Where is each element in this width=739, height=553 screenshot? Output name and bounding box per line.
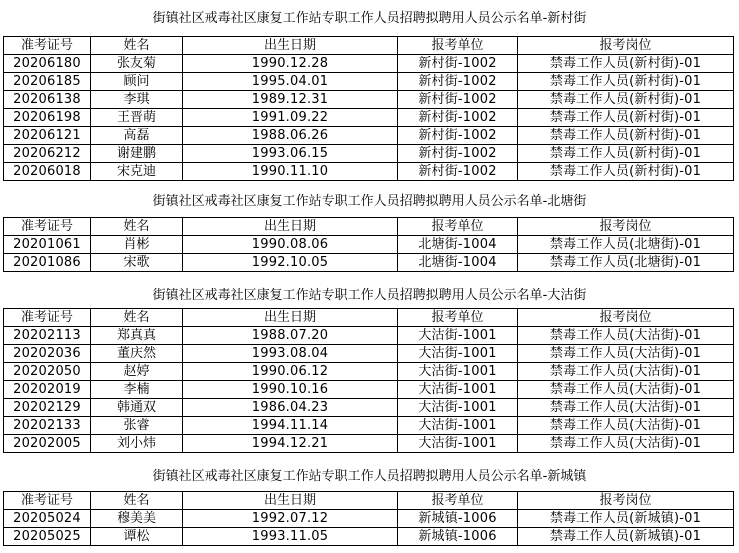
roster-table-xinchengzhen	[3, 491, 734, 546]
unit-cell: 大沽街-1001	[398, 363, 518, 381]
birth-date-cell: 1993.11.05	[183, 528, 398, 546]
birth-date-cell: 1986.04.23	[183, 399, 398, 417]
exam-id-cell: 20202036	[4, 345, 91, 363]
section-title-dagujie: 街镇社区戒毒社区康复工作站专职工作人员招聘拟聘用人员公示名单-大沽街	[152, 288, 587, 303]
position-cell: 禁毒工作人员(北塘街)-01	[518, 254, 734, 272]
position-cell: 禁毒工作人员(北塘街)-01	[518, 236, 734, 254]
table-row	[4, 254, 734, 272]
section-title-beitangjie: 街镇社区戒毒社区康复工作站专职工作人员招聘拟聘用人员公示名单-北塘街	[152, 194, 587, 209]
birth-date-cell: 1991.09.22	[183, 109, 398, 127]
exam-id-cell: 20206018	[4, 163, 91, 181]
table-header-row	[4, 309, 734, 327]
column-header: 姓名	[91, 218, 183, 236]
birth-date-cell: 1990.08.06	[183, 236, 398, 254]
roster-table-beitangjie	[3, 217, 734, 272]
column-header: 准考证号	[4, 37, 91, 55]
birth-date-cell: 1993.08.04	[183, 345, 398, 363]
birth-date-cell: 1988.06.26	[183, 127, 398, 145]
position-cell: 禁毒工作人员(新村街)-01	[518, 73, 734, 91]
table-row	[4, 127, 734, 145]
position-cell: 禁毒工作人员(大沽街)-01	[518, 345, 734, 363]
birth-date-cell: 1990.12.28	[183, 55, 398, 73]
name-cell: 宋歌	[91, 254, 183, 272]
unit-cell: 新城镇-1006	[398, 510, 518, 528]
unit-cell: 新村街-1002	[398, 91, 518, 109]
table-row	[4, 55, 734, 73]
unit-cell: 北塘街-1004	[398, 254, 518, 272]
unit-cell: 北塘街-1004	[398, 236, 518, 254]
exam-id-cell: 20206138	[4, 91, 91, 109]
table-row	[4, 145, 734, 163]
table-header-row	[4, 492, 734, 510]
column-header: 准考证号	[4, 492, 91, 510]
birth-date-cell: 1993.06.15	[183, 145, 398, 163]
unit-cell: 大沽街-1001	[398, 327, 518, 345]
exam-id-cell: 20202129	[4, 399, 91, 417]
table-row	[4, 381, 734, 399]
unit-cell: 新村街-1002	[398, 109, 518, 127]
position-cell: 禁毒工作人员(大沽街)-01	[518, 381, 734, 399]
birth-date-cell: 1994.12.21	[183, 435, 398, 453]
birth-date-cell: 1995.04.01	[183, 73, 398, 91]
exam-id-cell: 20201086	[4, 254, 91, 272]
column-header: 报考岗位	[518, 218, 734, 236]
table-row	[4, 73, 734, 91]
name-cell: 张睿	[91, 417, 183, 435]
column-header: 出生日期	[183, 492, 398, 510]
exam-id-cell: 20205025	[4, 528, 91, 546]
table-row	[4, 363, 734, 381]
exam-id-cell: 20202113	[4, 327, 91, 345]
position-cell: 禁毒工作人员(大沽街)-01	[518, 417, 734, 435]
table-row	[4, 163, 734, 181]
exam-id-cell: 20202019	[4, 381, 91, 399]
name-cell: 肖彬	[91, 236, 183, 254]
unit-cell: 大沽街-1001	[398, 417, 518, 435]
name-cell: 李楠	[91, 381, 183, 399]
exam-id-cell: 20202133	[4, 417, 91, 435]
column-header: 报考岗位	[518, 37, 734, 55]
table-row	[4, 91, 734, 109]
position-cell: 禁毒工作人员(新村街)-01	[518, 145, 734, 163]
position-cell: 禁毒工作人员(新村街)-01	[518, 55, 734, 73]
roster-table-xincunjie	[3, 36, 734, 181]
table-row	[4, 327, 734, 345]
position-cell: 禁毒工作人员(新城镇)-01	[518, 510, 734, 528]
column-header: 报考单位	[398, 218, 518, 236]
unit-cell: 新村街-1002	[398, 73, 518, 91]
name-cell: 谢建鹏	[91, 145, 183, 163]
table-row	[4, 528, 734, 546]
name-cell: 穆美美	[91, 510, 183, 528]
column-header: 姓名	[91, 309, 183, 327]
section-title-xinchengzhen: 街镇社区戒毒社区康复工作站专职工作人员招聘拟聘用人员公示名单-新城镇	[152, 469, 587, 484]
exam-id-cell: 20202005	[4, 435, 91, 453]
birth-date-cell: 1994.11.14	[183, 417, 398, 435]
name-cell: 李琪	[91, 91, 183, 109]
column-header: 姓名	[91, 492, 183, 510]
birth-date-cell: 1989.12.31	[183, 91, 398, 109]
birth-date-cell: 1990.10.16	[183, 381, 398, 399]
name-cell: 宋克迪	[91, 163, 183, 181]
table-row	[4, 236, 734, 254]
roster-table-dagujie	[3, 308, 734, 453]
table-row	[4, 417, 734, 435]
exam-id-cell: 20202050	[4, 363, 91, 381]
position-cell: 禁毒工作人员(新村街)-01	[518, 91, 734, 109]
name-cell: 董庆然	[91, 345, 183, 363]
table-row	[4, 109, 734, 127]
position-cell: 禁毒工作人员(大沽街)-01	[518, 327, 734, 345]
exam-id-cell: 20206212	[4, 145, 91, 163]
table-header-row	[4, 218, 734, 236]
table-row	[4, 399, 734, 417]
column-header: 报考岗位	[518, 492, 734, 510]
unit-cell: 大沽街-1001	[398, 381, 518, 399]
column-header: 出生日期	[183, 218, 398, 236]
name-cell: 赵婷	[91, 363, 183, 381]
position-cell: 禁毒工作人员(大沽街)-01	[518, 399, 734, 417]
section-title-xincunjie: 街镇社区戒毒社区康复工作站专职工作人员招聘拟聘用人员公示名单-新村街	[152, 11, 587, 26]
exam-id-cell: 20206121	[4, 127, 91, 145]
unit-cell: 新村街-1002	[398, 163, 518, 181]
name-cell: 王晋萌	[91, 109, 183, 127]
position-cell: 禁毒工作人员(大沽街)-01	[518, 363, 734, 381]
position-cell: 禁毒工作人员(新村街)-01	[518, 109, 734, 127]
birth-date-cell: 1990.06.12	[183, 363, 398, 381]
column-header: 准考证号	[4, 218, 91, 236]
position-cell: 禁毒工作人员(大沽街)-01	[518, 435, 734, 453]
birth-date-cell: 1988.07.20	[183, 327, 398, 345]
name-cell: 张友菊	[91, 55, 183, 73]
unit-cell: 新村街-1002	[398, 55, 518, 73]
exam-id-cell: 20206198	[4, 109, 91, 127]
name-cell: 郑真真	[91, 327, 183, 345]
unit-cell: 新村街-1002	[398, 145, 518, 163]
exam-id-cell: 20205024	[4, 510, 91, 528]
column-header: 报考单位	[398, 309, 518, 327]
birth-date-cell: 1992.07.12	[183, 510, 398, 528]
unit-cell: 大沽街-1001	[398, 399, 518, 417]
column-header: 报考单位	[398, 492, 518, 510]
name-cell: 韩通双	[91, 399, 183, 417]
column-header: 出生日期	[183, 309, 398, 327]
name-cell: 谭松	[91, 528, 183, 546]
exam-id-cell: 20206180	[4, 55, 91, 73]
exam-id-cell: 20206185	[4, 73, 91, 91]
name-cell: 顾问	[91, 73, 183, 91]
name-cell: 刘小炜	[91, 435, 183, 453]
exam-id-cell: 20201061	[4, 236, 91, 254]
column-header: 出生日期	[183, 37, 398, 55]
position-cell: 禁毒工作人员(新城镇)-01	[518, 528, 734, 546]
table-row	[4, 510, 734, 528]
column-header: 姓名	[91, 37, 183, 55]
unit-cell: 新城镇-1006	[398, 528, 518, 546]
column-header: 报考单位	[398, 37, 518, 55]
table-row	[4, 345, 734, 363]
birth-date-cell: 1990.11.10	[183, 163, 398, 181]
column-header: 准考证号	[4, 309, 91, 327]
unit-cell: 新村街-1002	[398, 127, 518, 145]
unit-cell: 大沽街-1001	[398, 435, 518, 453]
name-cell: 高磊	[91, 127, 183, 145]
unit-cell: 大沽街-1001	[398, 345, 518, 363]
position-cell: 禁毒工作人员(新村街)-01	[518, 127, 734, 145]
table-header-row	[4, 37, 734, 55]
table-row	[4, 435, 734, 453]
birth-date-cell: 1992.10.05	[183, 254, 398, 272]
position-cell: 禁毒工作人员(新村街)-01	[518, 163, 734, 181]
column-header: 报考岗位	[518, 309, 734, 327]
